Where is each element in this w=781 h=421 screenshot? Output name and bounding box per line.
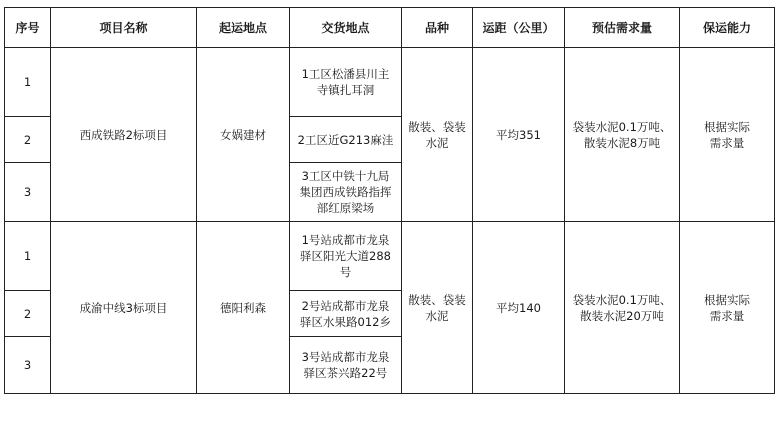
row-number: 2	[5, 291, 51, 337]
row-number: 1	[5, 48, 51, 117]
destination	[290, 48, 402, 117]
origin: 德阳利森	[197, 222, 290, 394]
destination-text: 2工区近G213麻洼	[297, 132, 394, 147]
destination	[290, 117, 402, 163]
kind-text: 散装、袋装水泥	[408, 119, 466, 150]
distance: 平均351	[473, 48, 565, 222]
capacity-text: 根据实际需求量	[704, 119, 750, 150]
kind	[402, 48, 473, 222]
kind-text: 散装、袋装水泥	[408, 292, 466, 323]
destination	[290, 291, 402, 337]
header-origin: 起运地点	[197, 8, 290, 48]
destination-text: 1工区松潘县川主寺镇扎耳洞	[301, 67, 390, 97]
table-row	[5, 48, 775, 117]
header-kind: 品种	[402, 8, 473, 48]
destination-text: 3号站成都市龙泉驿区茶兴路22号	[301, 350, 390, 380]
table-row	[5, 222, 775, 291]
project-name: 成渝中线3标项目	[51, 222, 197, 394]
origin: 女娲建材	[197, 48, 290, 222]
demand-text: 袋装水泥0.1万吨、散装水泥8万吨	[572, 119, 672, 150]
distance: 平均140	[473, 222, 565, 394]
demand	[565, 48, 680, 222]
header-destination: 交货地点	[290, 8, 402, 48]
destination-text: 2号站成都市龙泉驿区水果路012乡	[300, 298, 391, 329]
destination	[290, 222, 402, 291]
row-number: 1	[5, 222, 51, 291]
row-number: 2	[5, 117, 51, 163]
capacity	[680, 222, 775, 394]
header-project: 项目名称	[51, 8, 197, 48]
header-row	[5, 8, 775, 48]
demand-text: 袋装水泥0.1万吨、散装水泥20万吨	[572, 292, 672, 323]
demand	[565, 222, 680, 394]
project-name: 西成铁路2标项目	[51, 48, 197, 222]
destination	[290, 163, 402, 222]
capacity-text: 根据实际需求量	[704, 292, 750, 323]
header-distance: 运距（公里）	[473, 8, 565, 48]
destination-text: 3工区中铁十九局集团西成铁路指挥部红原梁场	[299, 169, 392, 215]
destination	[290, 337, 402, 394]
header-capacity: 保运能力	[680, 8, 775, 48]
kind	[402, 222, 473, 394]
capacity	[680, 48, 775, 222]
supply-table	[4, 7, 775, 394]
header-demand: 预估需求量	[565, 8, 680, 48]
destination-text: 1号站成都市龙泉驿区阳光大道288号	[300, 233, 391, 279]
header-no: 序号	[5, 8, 51, 48]
row-number: 3	[5, 163, 51, 222]
row-number: 3	[5, 337, 51, 394]
